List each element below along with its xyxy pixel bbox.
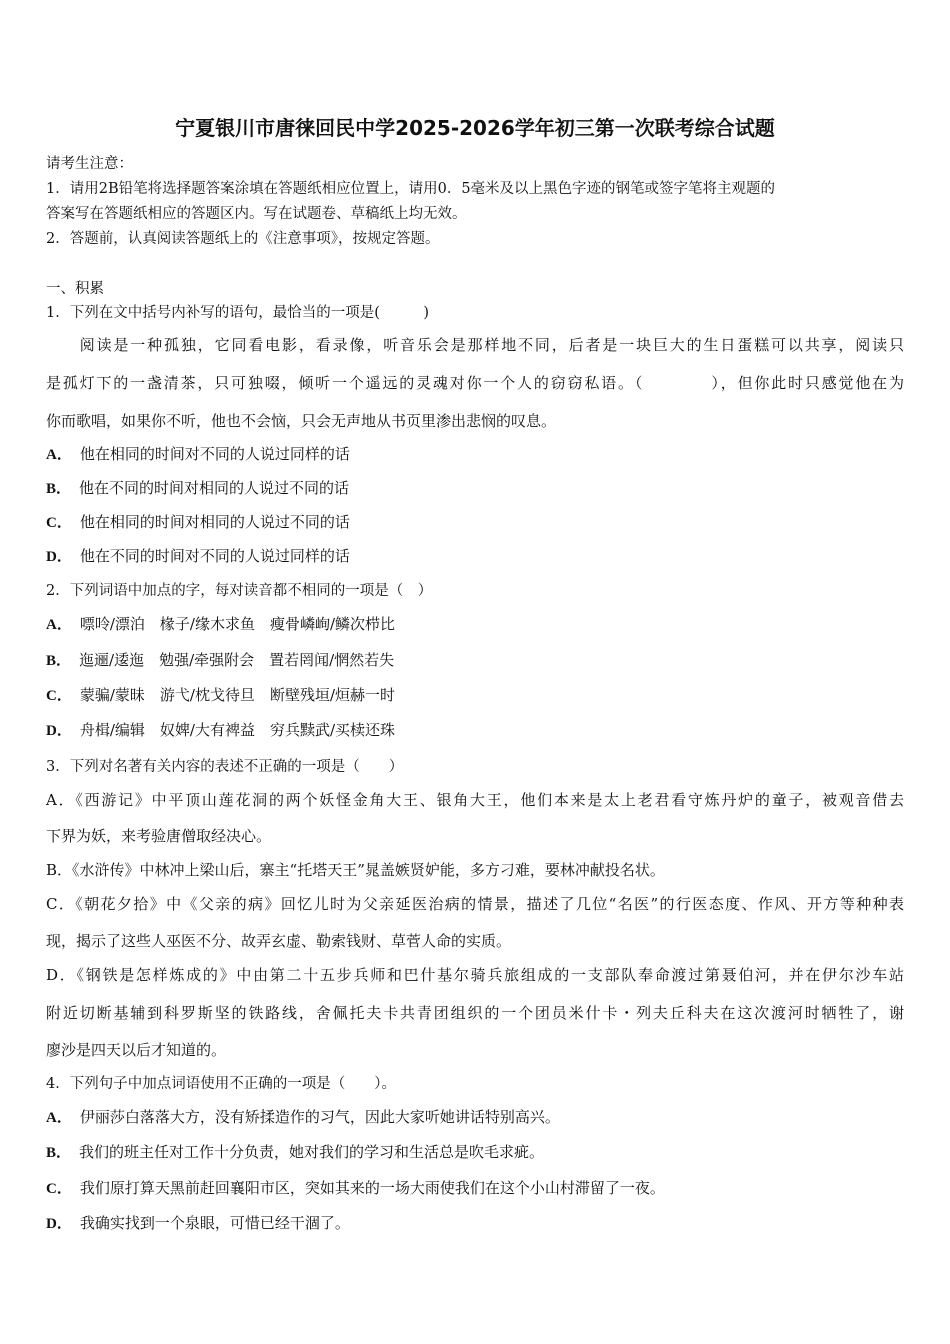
page-title: 宁夏银川市唐徕回民中学2025-2026学年初三第一次联考综合试题 bbox=[175, 116, 775, 140]
option-text: 迤逦/逶迤 勉强/牵强附会 置若罔闻/惘然若失 bbox=[79, 651, 395, 669]
question-4-stem: 4．下列句子中加点词语使用不正确的一项是（ ）。 bbox=[46, 1076, 396, 1092]
q2-option-c[interactable] bbox=[46, 684, 395, 705]
q3-option-c[interactable]: C．《朝花夕拾》中《父亲的病》回忆儿时为父亲延医治病的情景，描述了几位“名医”的行医态度、作风、开方等种种表 bbox=[46, 895, 904, 913]
option-letter: A． bbox=[46, 617, 72, 633]
notice-line-1a: 1．请用2B铅笔将选择题答案涂填在答题纸相应位置上，请用0．5毫米及以上黑色字迹的钢笔或签字笔将主观题的 bbox=[46, 181, 776, 197]
q3-option-c-cont: 现，揭示了这些人巫医不分、故弄玄虚、勒索钱财、草菅人命的实质。 bbox=[46, 932, 512, 950]
q1-passage-line: 是孤灯下的一盏清茶，只可独啜，倾听一个遥远的灵魂对你一个人的窃窃私语。（ ），但你此时只感觉他在为 bbox=[46, 374, 904, 392]
q1-option-d[interactable] bbox=[46, 545, 350, 566]
q1-option-b[interactable] bbox=[46, 477, 349, 498]
option-letter: C． bbox=[46, 1181, 72, 1197]
question-2-stem: 2．下列词语中加点的字，每对读音都不相同的一项是（ ） bbox=[46, 583, 433, 599]
option-text: 嘌呤/漂泊 椽子/缘木求鱼 瘦骨嶙峋/鳞次栉比 bbox=[79, 615, 396, 633]
q1-option-c[interactable] bbox=[46, 511, 350, 532]
option-letter: D． bbox=[46, 1216, 72, 1232]
q1-passage-line: 你而歌唱，如果你不听，他也不会恼，只会无声地从书页里渗出悲悯的叹息。 bbox=[46, 412, 557, 430]
notice-heading: 请考生注意： bbox=[46, 156, 133, 172]
q3-option-d[interactable]: D．《钢铁是怎样炼成的》中由第二十五步兵师和巴什基尔骑兵旅组成的一支部队奉命渡过第聂伯河，并在伊尔沙车站 bbox=[46, 966, 904, 984]
q1-passage-line: 阅读是一种孤独，它同看电影，看录像，听音乐会是那样地不同，后者是一块巨大的生日蛋糕可以共享，阅读只 bbox=[46, 336, 904, 354]
option-letter: C． bbox=[46, 515, 72, 531]
option-letter: A． bbox=[46, 447, 72, 463]
option-letter: B． bbox=[46, 481, 72, 497]
notice-line-1b: 答案写在答题纸相应的答题区内。写在试题卷、草稿纸上均无效。 bbox=[46, 206, 467, 222]
notice-line-2: 2．答题前，认真阅读答题纸上的《注意事项》，按规定答题。 bbox=[46, 231, 440, 247]
option-text: 我确实找到一个泉眼，可惜已经干涸了。 bbox=[79, 1214, 350, 1232]
option-text: 他在相同的时间对相同的人说过不同的话 bbox=[79, 513, 350, 531]
q3-option-a[interactable]: A．《西游记》中平顶山莲花洞的两个妖怪金角大王、银角大王，他们本来是太上老君看守炼丹炉的童子，被观音借去 bbox=[46, 791, 904, 809]
q3-option-b[interactable]: B．《水浒传》中林冲上梁山后，寨主“托塔天王”晁盖嫉贤妒能，多方刁难，要林冲献投名状。 bbox=[46, 861, 665, 879]
option-letter: A． bbox=[46, 1110, 72, 1126]
q3-option-d-cont: 附近切断基辅到科罗斯坚的铁路线，舍佩托夫卡共青团组织的一个团员米什卡・列夫丘科夫在这次渡河时牺牲了，谢 bbox=[46, 1004, 904, 1022]
option-text: 我们原打算天黑前赶回襄阳市区，突如其来的一场大雨使我们在这个小山村滞留了一夜。 bbox=[79, 1179, 665, 1197]
question-3-stem: 3．下列对名著有关内容的表述不正确的一项是（ ） bbox=[46, 759, 404, 775]
q2-option-a[interactable] bbox=[46, 613, 395, 634]
q2-option-d[interactable] bbox=[46, 719, 395, 740]
section-heading: 一、积累 bbox=[46, 281, 104, 297]
option-text: 伊丽莎白落落大方，没有矫揉造作的习气，因此大家听她讲话特别高兴。 bbox=[79, 1108, 560, 1126]
option-text: 他在不同的时间对相同的人说过不同的话 bbox=[79, 479, 350, 497]
option-letter: B． bbox=[46, 1145, 72, 1161]
option-text: 我们的班主任对工作十分负责，她对我们的学习和生活总是吹毛求疵。 bbox=[79, 1143, 545, 1161]
option-letter: D． bbox=[46, 549, 72, 565]
option-text: 舟楫/编辑 奴婢/大有裨益 穷兵黩武/买椟还珠 bbox=[79, 721, 396, 739]
q4-option-c[interactable] bbox=[46, 1177, 665, 1198]
option-letter: C． bbox=[46, 688, 72, 704]
q1-option-a[interactable] bbox=[46, 443, 350, 464]
question-1-stem: 1．下列在文中括号内补写的语句，最恰当的一项是( ) bbox=[46, 305, 430, 321]
option-letter: D． bbox=[46, 723, 72, 739]
option-text: 蒙骗/蒙昧 游弋/枕戈待旦 断壁残垣/烜赫一时 bbox=[79, 686, 396, 704]
q3-option-d-cont: 廖沙是四天以后才知道的。 bbox=[46, 1041, 227, 1059]
q2-option-b[interactable] bbox=[46, 649, 394, 670]
q4-option-d[interactable] bbox=[46, 1212, 350, 1233]
q4-option-b[interactable] bbox=[46, 1141, 544, 1162]
option-text: 他在不同的时间对不同的人说过同样的话 bbox=[79, 547, 350, 565]
q4-option-a[interactable] bbox=[46, 1106, 560, 1127]
option-text: 他在相同的时间对不同的人说过同样的话 bbox=[79, 445, 350, 463]
option-letter: B． bbox=[46, 653, 72, 669]
q3-option-a-cont: 下界为妖，来考验唐僧取经决心。 bbox=[46, 827, 272, 845]
